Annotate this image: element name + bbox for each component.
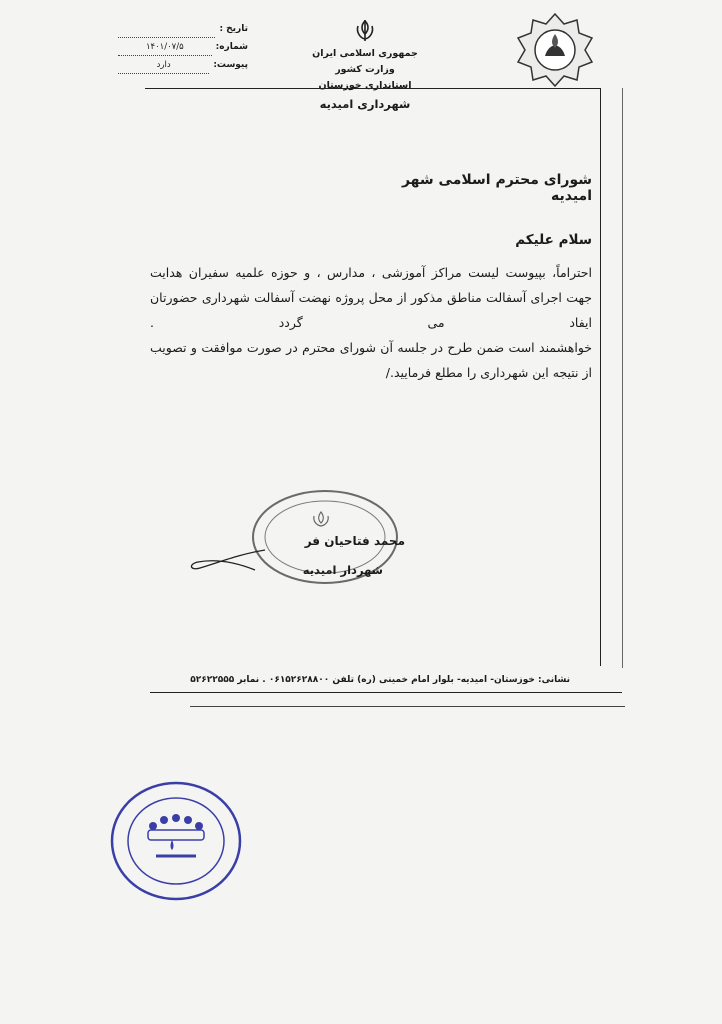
- letter-meta: [118, 20, 248, 74]
- municipality-logo-icon: [515, 12, 595, 88]
- header-province: استانداری خوزستان: [318, 80, 412, 91]
- number-value: ۱۴۰۱/۰۷/۵: [118, 38, 212, 56]
- frame-bottom-divider-outer: [190, 706, 625, 707]
- letter-paragraph: احتراماً، بپیوست لیست مراکز آموزشی ، مدارس ، و حوزه علمیه سفیران هدایت جهت اجرای آسفالت مناطق مذکور از محل پروژه نهضت آسفالت شهرداری حضورتان ایفاد می گردد .: [150, 265, 592, 330]
- frame-top-divider: [145, 88, 600, 89]
- letter-greeting: سلام علیکم: [515, 232, 592, 248]
- frame-right-divider-outer: [622, 88, 623, 668]
- signer-name: محمد فتاحیان فر: [304, 534, 405, 548]
- header-ministry: وزارت کشور: [335, 64, 395, 75]
- date-value: [118, 20, 215, 38]
- signer-title: شهردار امیدیه: [302, 563, 383, 577]
- number-row: [118, 38, 248, 56]
- council-stamp: [108, 778, 244, 904]
- frame-bottom-divider: [150, 692, 622, 693]
- attachment-value: دارد: [118, 56, 209, 74]
- date-label: تاریخ :: [219, 24, 248, 34]
- footer-address: نشانی: خوزستان- امیدیه- بلوار امام خمینی (ره) تلفن ۰۶۱۵۲۶۲۸۸۰۰ . نمابر ۵۲۶۲۲۵۵۵: [190, 675, 570, 685]
- letter-body: [150, 260, 592, 385]
- header-country: جمهوری اسلامی ایران: [312, 48, 418, 59]
- date-row: [118, 20, 248, 38]
- letter-paragraph: خواهشمند است ضمن طرح در جلسه آن شورای محترم در صورت موافقت و تصویب از نتیجه این شهرداری را مطلع فرمایید./: [150, 340, 592, 380]
- number-label: شماره:: [215, 42, 248, 52]
- frame-right-divider: [600, 88, 601, 666]
- iran-emblem-icon: [352, 18, 378, 44]
- attachment-label: پیوست:: [213, 60, 248, 70]
- letterhead: [300, 18, 430, 112]
- attachment-row: [118, 56, 248, 74]
- letter-addressee: شورای محترم اسلامی شهر امیدیه: [401, 172, 592, 204]
- header-org: شهرداری امیدیه: [319, 97, 411, 111]
